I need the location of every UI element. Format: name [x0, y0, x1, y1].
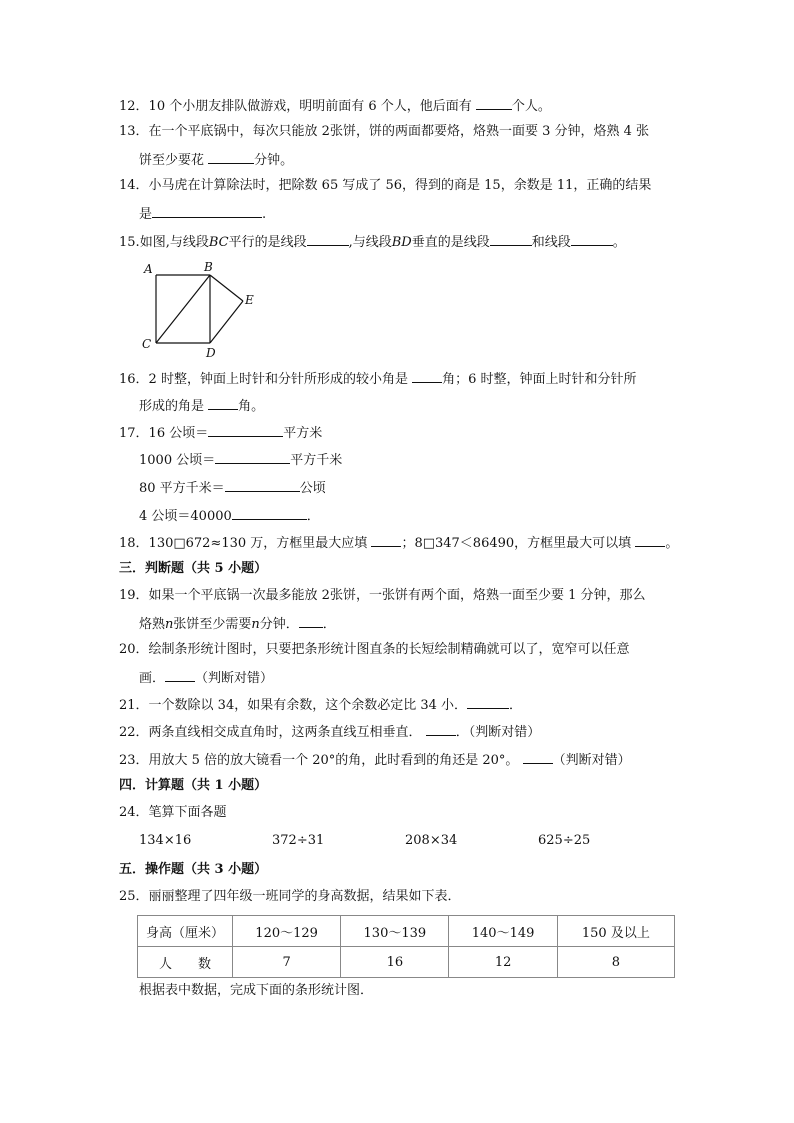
question-number: 12．	[119, 99, 149, 114]
question-19-cont: 烙熟n张饼至少需要n分钟． ．	[139, 614, 336, 634]
answer-blank[interactable]	[490, 232, 532, 246]
question-number: 13．	[119, 124, 149, 139]
section-3-heading: 三．判断题（共 5 小题）	[119, 561, 268, 576]
question-number: 24．	[119, 805, 149, 820]
answer-blank[interactable]	[426, 722, 456, 736]
table-cell: 140～149	[449, 916, 557, 947]
calc-item: 625÷25	[538, 833, 591, 848]
question-17-row-1: 17．16 公顷＝ 平方米	[119, 423, 322, 443]
segment-DE	[210, 301, 243, 343]
answer-blank[interactable]	[371, 533, 401, 547]
label-B: B	[204, 260, 213, 274]
question-number: 14．	[119, 178, 149, 193]
answer-blank[interactable]	[225, 478, 300, 492]
question-number: 16．	[119, 372, 149, 387]
height-data-table	[137, 915, 675, 978]
question-22: 22．两条直线相交成直角时，这两条直线互相垂直． ．（判断对错）	[119, 722, 540, 742]
question-14-cont: 是 .	[139, 204, 266, 224]
label-C: C	[142, 337, 152, 351]
answer-blank[interactable]	[299, 614, 323, 628]
question-number: 15.	[119, 235, 140, 250]
table-cell: 16	[341, 947, 449, 978]
question-20: 20．绘制条形统计图时，只要把条形统计图直条的长短绘制精确就可以了，宽窄可以任意	[119, 642, 630, 657]
label-D: D	[206, 346, 216, 360]
question-12: 12．10 个小朋友排队做游戏，明明前面有 6 个人，他后面有 个人。	[119, 96, 551, 116]
question-21: 21．一个数除以 34，如果有余数，这个余数必定比 34 小． ．	[119, 695, 522, 715]
question-19: 19．如果一个平底锅一次最多能放 2张饼，一张饼有两个面，烙熟一面至少要 1 分钟，那么	[119, 588, 646, 603]
table-cell: 150 及以上	[557, 916, 674, 947]
question-17-row-4: 4 公顷＝40000 ．	[139, 506, 320, 526]
question-23: 23．用放大 5 倍的放大镜看一个 20°的角，此时看到的角还是 20°。 （判断对错）	[119, 750, 631, 770]
answer-blank[interactable]	[476, 96, 512, 110]
question-14: 14．小马虎在计算除法时，把除数 65 写成了 56，得到的商是 15，余数是 11，正确的结果	[119, 178, 652, 193]
answer-blank[interactable]	[307, 232, 349, 246]
section-5-heading: 五．操作题（共 3 小题）	[119, 862, 268, 877]
answer-blank[interactable]	[152, 204, 262, 218]
question-number: 18．	[119, 536, 149, 551]
answer-blank[interactable]	[635, 533, 665, 547]
table-row	[138, 947, 675, 978]
question-number: 17．	[119, 426, 149, 441]
section-4-heading: 四．计算题（共 1 小题）	[119, 778, 268, 793]
answer-blank[interactable]	[208, 423, 283, 437]
table-cell: 身高（厘米）	[138, 916, 233, 947]
geometry-figure	[138, 258, 268, 360]
question-20-cont: 画． （判断对错）	[139, 668, 273, 688]
question-number: 23．	[119, 753, 149, 768]
question-16-cont: 形成的角是 角。	[139, 396, 264, 416]
calc-item: 372÷31	[272, 833, 325, 848]
answer-blank[interactable]	[523, 750, 553, 764]
label-E: E	[245, 293, 254, 307]
calc-item: 134×16	[139, 833, 192, 848]
question-number: 21．	[119, 698, 149, 713]
question-15: 15.如图,与线段BC平行的是线段 ,与线段BD垂直的是线段 和线段 。	[119, 232, 626, 252]
question-number: 22．	[119, 725, 149, 740]
question-16: 16．2 时整，钟面上时针和分针所形成的较小角是 角；6 时整，钟面上时针和分针所	[119, 369, 637, 389]
answer-blank[interactable]	[467, 695, 509, 709]
table-header-row	[138, 916, 675, 947]
table-cell: 7	[233, 947, 341, 978]
question-24: 24．笔算下面各题	[119, 805, 227, 820]
q25-note: 根据表中数据，完成下面的条形统计图．	[139, 983, 374, 998]
answer-blank[interactable]	[208, 396, 238, 410]
question-17-row-2: 1000 公顷＝ 平方千米	[139, 450, 342, 470]
table-cell: 120～129	[233, 916, 341, 947]
table-cell: 人 数	[138, 947, 233, 978]
answer-blank[interactable]	[232, 506, 307, 520]
answer-blank[interactable]	[208, 150, 254, 164]
answer-blank[interactable]	[571, 232, 613, 246]
segment-BE	[210, 275, 243, 301]
table-cell: 130～139	[341, 916, 449, 947]
calc-item: 208×34	[405, 833, 458, 848]
question-number: 20．	[119, 642, 149, 657]
question-17-row-3: 80 平方千米＝ 公顷	[139, 478, 326, 498]
question-number: 25．	[119, 889, 149, 904]
question-13-cont: 饼至少要花 分钟。	[139, 150, 293, 170]
question-25: 25．丽丽整理了四年级一班同学的身高数据，结果如下表．	[119, 889, 461, 904]
question-number: 19．	[119, 588, 149, 603]
answer-blank[interactable]	[412, 369, 442, 383]
answer-blank[interactable]	[215, 450, 290, 464]
table-cell: 8	[557, 947, 674, 978]
table-cell: 12	[449, 947, 557, 978]
question-13: 13．在一个平底锅中，每次只能放 2张饼，饼的两面都要烙，烙熟一面要 3 分钟，烙熟 4 张	[119, 124, 650, 139]
question-18: 18．130□672≈130 万，方框里最大应填 ；8□347＜86490，方框里最大可以填 。	[119, 533, 678, 553]
label-A: A	[144, 262, 153, 276]
segment-BC	[156, 275, 210, 343]
answer-blank[interactable]	[165, 668, 195, 682]
